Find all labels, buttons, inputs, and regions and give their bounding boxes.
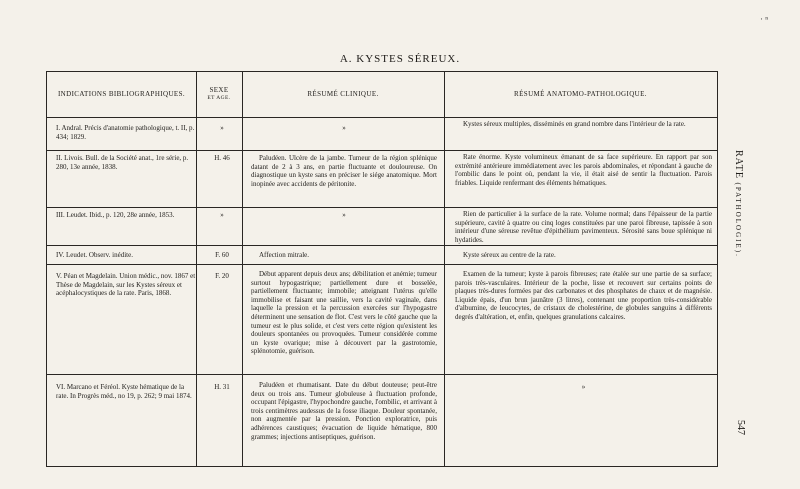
- row-divider: [47, 374, 717, 375]
- header-clinique: [242, 72, 444, 117]
- row-2-anatomo: Rate énorme. Kyste volumineux émanant de sa face supérieure. En rapport par son extrémité antérieure immédiatement avec les parois abdominales, et répondant à gauche de l'ombilic dans le point où, pendant la vie, il était aisé de sentir la fluctuation. Parois friables. Liquide renfermant des éléments hématiques.: [455, 153, 712, 187]
- header-indications-label: INDICATIONS BIBLIOGRAPHIQUES.: [57, 89, 186, 98]
- row-5-indication: V. Péan et Magdelain. Union médic., nov. 1867 et Thèse de Magdelain, sur les Kystes séreux et acéphalocystiques de la rate. Paris, 1868.: [56, 272, 196, 298]
- header-sexe-label: SEXE: [209, 86, 229, 95]
- row-2-indication: II. Livois. Bull. de la Société anat., 1re série, p. 280, 13e année, 1838.: [56, 154, 189, 171]
- row-6-sexe: H. 31: [214, 383, 230, 391]
- row-6-anatomo: »: [581, 383, 586, 391]
- page-number: 547: [735, 420, 746, 435]
- row-5-sexe: F. 20: [215, 272, 229, 280]
- running-head-subtitle: (PATHOLOGIE).: [734, 182, 742, 258]
- row-4-clinique: Affection mitrale.: [259, 251, 310, 259]
- row-divider: [47, 264, 717, 265]
- row-divider: [47, 207, 717, 208]
- row-1-anatomo: Kystes séreux multiples, disséminés en grand nombre dans l'intérieur de la rate.: [463, 120, 686, 128]
- row-3-anatomo: Rien de particulier à la surface de la rate. Volume normal; dans l'épaisseur de la partie supérieure, cavité à quatre ou cinq loges constituées par une paroi fibreuse, tapissée à son intérieur d'une séreuse revêtue d'épithélium pavimenteux. Sérosité sans boue splénique ni hydatides.: [455, 210, 712, 244]
- row-5-clinique: Début apparent depuis deux ans; débilitation et anémie; tumeur surtout hypogastrique; partiellement dure et bosselée, partiellement fluctuante; immobile; atteignant l'utérus qu'elle immobilise et faisant une saillie, vers la cavité vaginale, dans laquelle la pression et la percussion exercées sur l'hypogastre déterminent une sensation de flot. C'est vers le côté gauche que la tumeur est le plus solide, et c'est vers cette région qu'existent les douleurs spontanées ou provoquées. Tumeur considérée comme un kyste ovarique; mise à découvert par la gastrotomie, splénotomie, guérison.: [251, 270, 437, 356]
- header-age-label: ET AGE.: [207, 95, 231, 102]
- column-divider: [242, 72, 243, 466]
- header-sexe: [196, 72, 242, 117]
- row-divider: [47, 150, 717, 151]
- row-3-sexe: »: [220, 211, 224, 219]
- row-4-indication: IV. Leudet. Observ. inédite.: [56, 251, 133, 259]
- header-clinique-label: RÉSUMÉ CLINIQUE.: [307, 89, 379, 98]
- corner-mark: · ⁿ: [760, 14, 769, 24]
- header-anatomo: [444, 72, 717, 117]
- row-3-clinique: »: [342, 211, 346, 219]
- row-6-clinique: Paludéen et rhumatisant. Date du début douteuse; peut-être deux ou trois ans. Tumeur globuleuse à fluctuation profonde, occupant l'épigastre, l'hypochondre gauche, l'ombilic, et arrivant à trois centimètres audessus de la fosse iliaque. Douleur spontanée, non augmentée par la pression. Ponction exploratrice, puis adhérences caustiques; évacuation de liquide hématique, 800 grammes; injections antiseptiques, guérison.: [251, 381, 437, 441]
- row-divider: [47, 117, 717, 118]
- row-6-indication: VI. Marcano et Féréol. Kyste hématique de la rate. In Progrès méd., no 19, p. 262; 9 mai 1874.: [56, 383, 192, 400]
- row-3-indication: III. Leudet. Ibid., p. 120, 28e année, 1853.: [56, 211, 175, 219]
- row-2-sexe: H. 46: [214, 154, 230, 162]
- cases-table: [46, 71, 718, 467]
- header-indications: [47, 72, 196, 117]
- row-1-sexe: »: [220, 124, 224, 132]
- row-4-sexe: F. 60: [215, 251, 229, 259]
- row-divider: [47, 245, 717, 246]
- row-1-indication: I. Andral. Précis d'anatomie pathologique, t. II, p. 434; 1829.: [56, 124, 195, 141]
- running-head: [724, 150, 744, 350]
- row-5-anatomo: Examen de la tumeur; kyste à parois fibreuses; rate étalée sur une partie de sa surface; parois très-vasculaires. Intérieur de la poche, lisse et recouvert sur certains points de plaques très-dures formées par des carbonates et des phosphates de chaux et de magnésie. Liquide épais, d'un brun jaunâtre (3 litres), contenant une proportion très-considérable d'albumine, de leucocytes, de cristaux de cholestérine, de globules sanguins à différents degrés d'altération, et, enfin, quelques granulations calcaires.: [455, 270, 712, 321]
- row-2-clinique: Paludéen. Ulcère de la jambe. Tumeur de la région splénique datant de 2 à 3 ans, en partie fluctuante et douloureuse. On diagnostique un kyste sans en préciser le siége anatomique. Mort inopinée avec accidents de péritonite.: [251, 154, 437, 188]
- column-divider: [444, 72, 445, 466]
- running-head-title: RATE: [733, 150, 744, 179]
- header-anatomo-label: RÉSUMÉ ANATOMO-PATHOLOGIQUE.: [514, 89, 647, 98]
- page-title: A. KYSTES SÉREUX.: [339, 53, 461, 65]
- row-4-anatomo: Kyste séreux au centre de la rate.: [463, 251, 556, 259]
- row-1-clinique: »: [342, 124, 346, 132]
